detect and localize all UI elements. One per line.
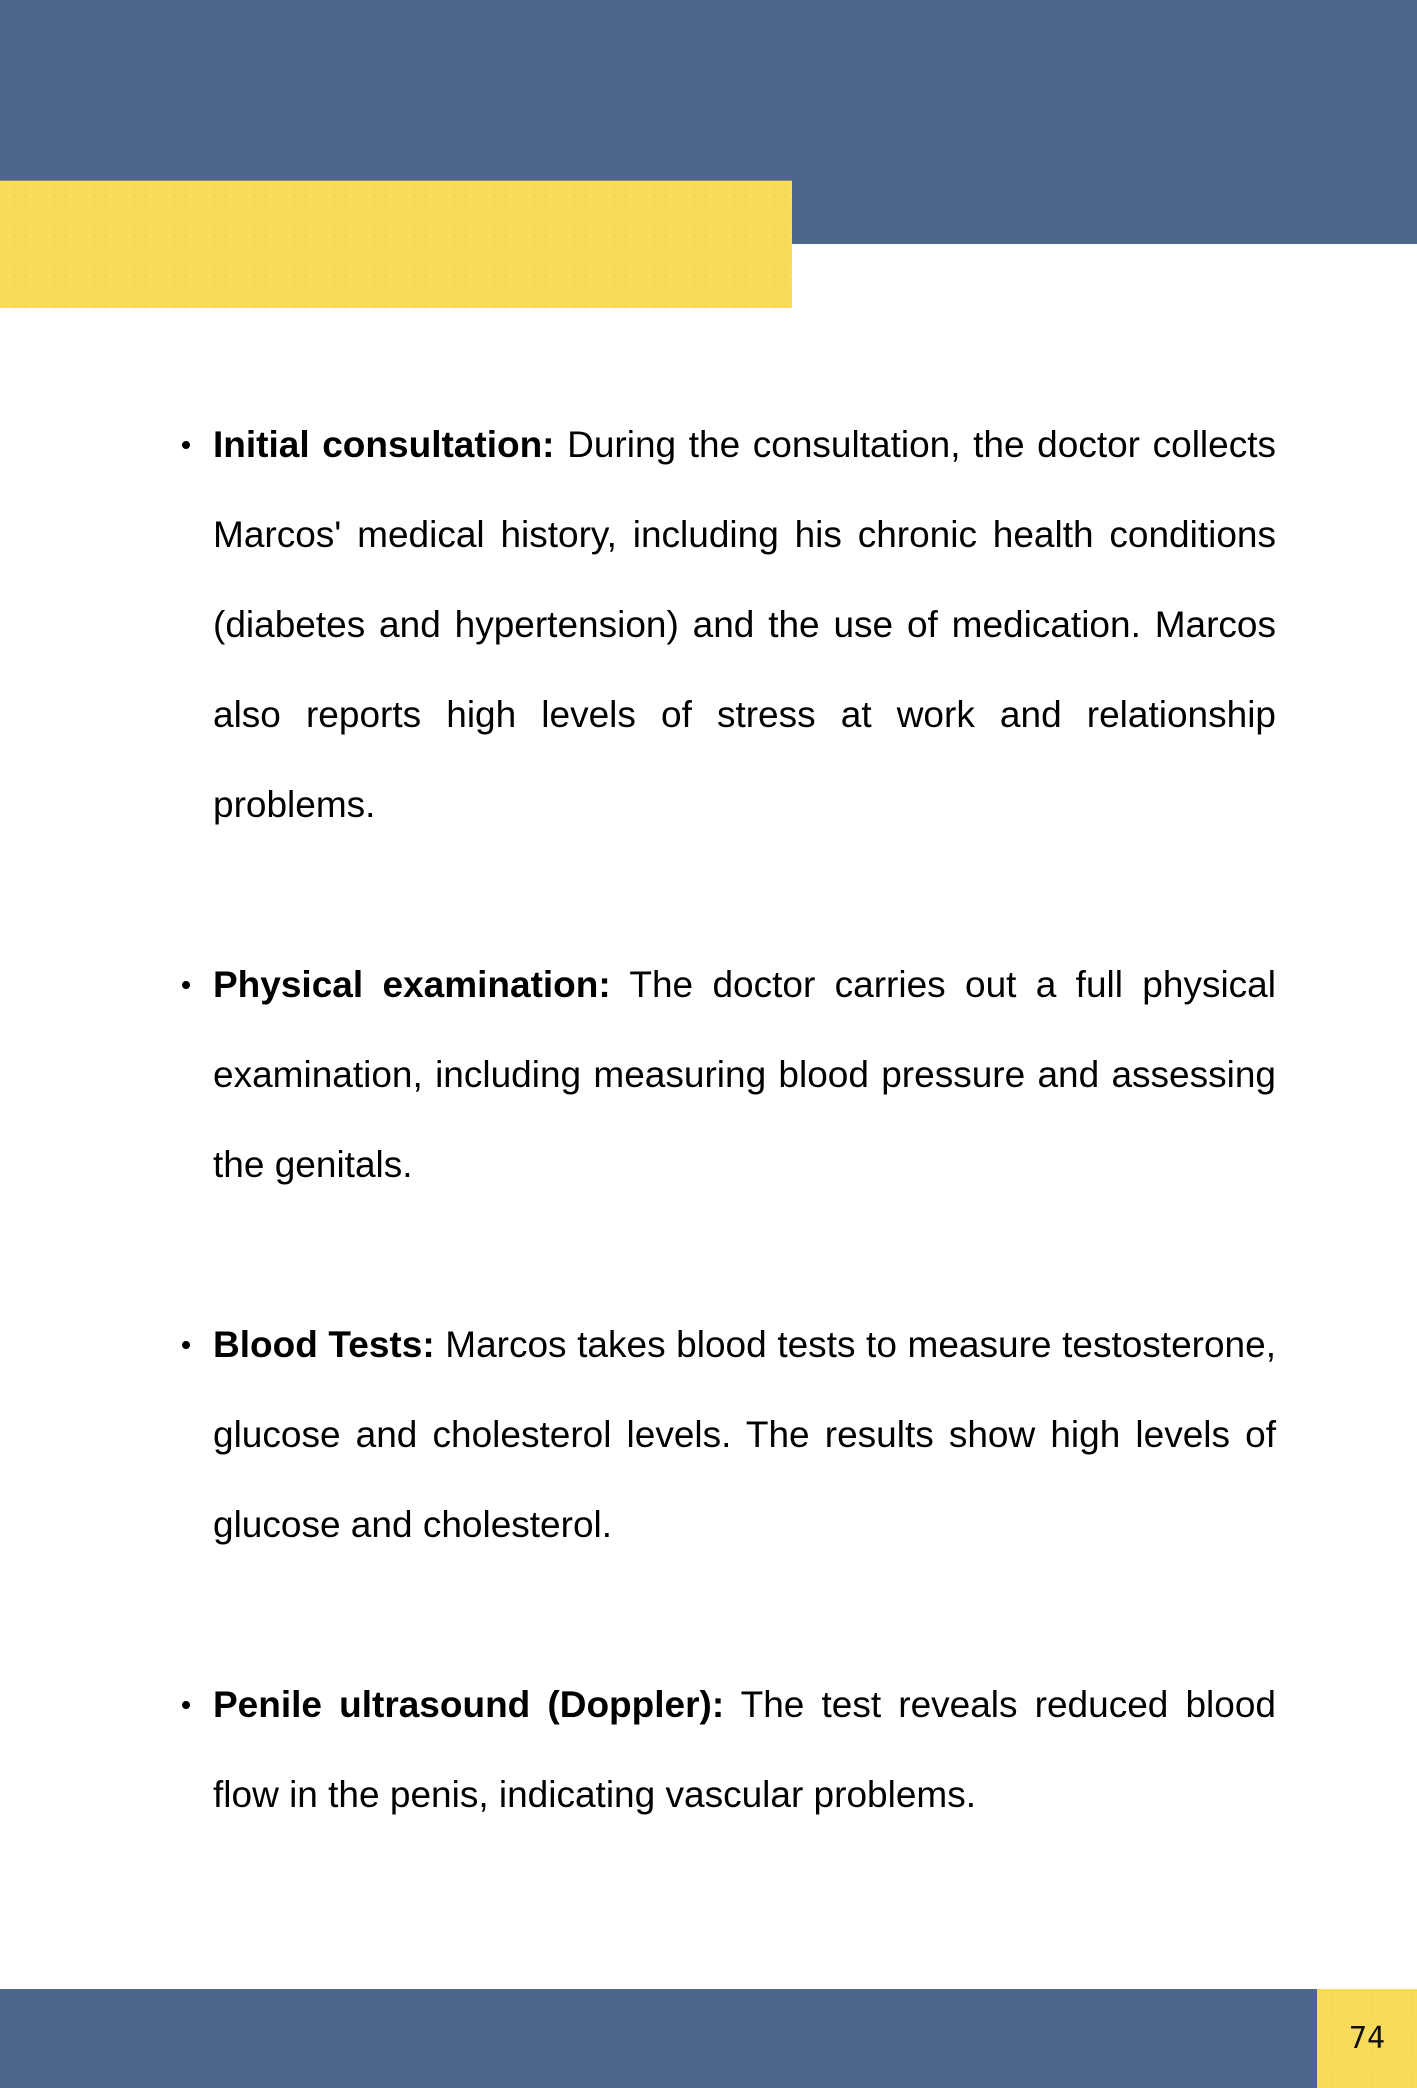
item-text: Marcos takes blood tests to measure testosterone, glucose and cholesterol levels. The results show high levels of glucose and cholesterol. <box>213 1324 1276 1545</box>
item-text: The test reveals reduced blood flow in the penis, indicating vascular problems. <box>213 1684 1277 1815</box>
bullet-list <box>213 400 1276 1930</box>
list-item-physical-examination <box>213 940 1276 1210</box>
footer-band <box>0 1989 1317 2088</box>
item-title: Blood Tests: <box>213 1324 435 1365</box>
page-number-box <box>1317 1989 1417 2088</box>
list-item-penile-ultrasound <box>213 1660 1276 1840</box>
list-item-initial-consultation <box>213 400 1276 850</box>
list-item-blood-tests <box>213 1300 1276 1570</box>
item-text: The doctor carries out a full physical examination, including measuring blood pressure and assessing the genitals. <box>213 964 1276 1185</box>
item-title: Penile ultrasound (Doppler): <box>213 1684 725 1725</box>
header-accent-block <box>0 180 792 308</box>
item-title: Initial consultation: <box>213 424 555 465</box>
item-title: Physical examination: <box>213 964 611 1005</box>
page-number: 74 <box>1348 2021 1386 2056</box>
item-text: During the consultation, the doctor collects Marcos' medical history, including his chronic health conditions (diabetes and hypertension) and the use of medication. Marcos also reports high levels of stress at work and relationship problems. <box>213 424 1276 825</box>
